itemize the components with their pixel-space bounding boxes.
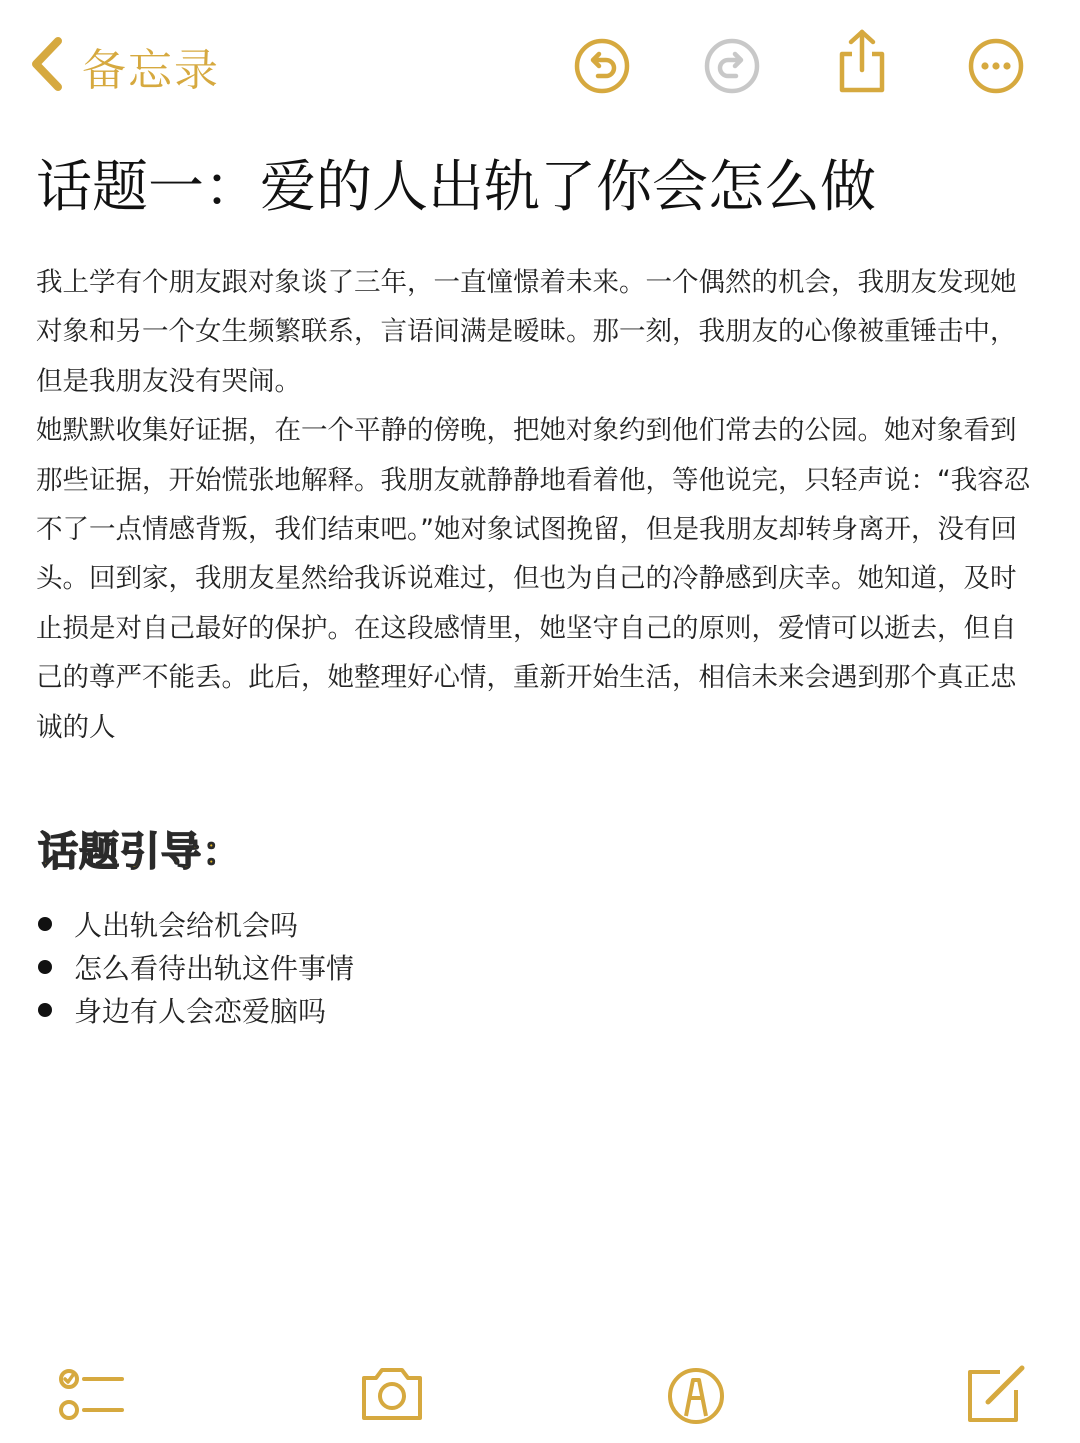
undo-button[interactable] — [572, 36, 632, 96]
camera-icon — [358, 1358, 426, 1426]
checklist-icon — [56, 1358, 124, 1426]
note-paragraph: 我上学有个朋友跟对象谈了三年，一直憧憬着未来。一个偶然的机会，我朋友发现她对象和另一个女生频繁联系，言语间满是暧昧。那一刻，我朋友的心像被重锤击中，但是我朋友没有哭闹。 — [36, 267, 1017, 397]
markup-button[interactable] — [662, 1358, 730, 1426]
markup-pen-icon — [662, 1358, 730, 1426]
redo-icon — [702, 36, 762, 96]
note-body[interactable] — [36, 258, 1036, 752]
share-icon — [832, 28, 892, 96]
compose-button[interactable] — [962, 1358, 1030, 1426]
back-label: 备忘录 — [82, 45, 220, 96]
redo-button[interactable] — [702, 36, 762, 96]
share-button[interactable] — [832, 28, 892, 96]
undo-icon — [572, 36, 632, 96]
note-title[interactable]: 话题一：爱的人出轨了你会怎么做 — [36, 155, 876, 220]
more-icon — [966, 36, 1026, 96]
note-paragraph: 她默默收集好证据，在一个平静的傍晚，把她对象约到他们常去的公园。她对象看到那些证据，开始慌张地解释。我朋友就静静地看着他，等他说完，只轻声说：“我容忍不了一点情感背叛，我们结束吧。”她对象试图挽留，但是我朋友却转身离开，没有回头。回到家，我朋友星然给我诉说难过，但也为自己的冷静感到庆幸。她知道，及时止损是对自己最好的保护。在这段感情里，她坚守自己的原则，爱情可以逝去，但自己的尊严不能丢。此后，她整理好心情，重新开始生活，相信未来会遇到那个真正忠诚的人 — [36, 415, 1031, 743]
bullet-icon — [38, 1003, 52, 1017]
chevron-left-icon — [28, 35, 68, 97]
bottom-toolbar — [0, 1350, 1080, 1430]
back-button[interactable] — [28, 34, 220, 98]
list-item-text: 身边有人会恋爱脑吗 — [74, 994, 327, 1028]
list-item — [36, 902, 354, 945]
checklist-button[interactable] — [56, 1358, 124, 1426]
top-nav-bar — [0, 0, 1080, 130]
camera-button[interactable] — [358, 1358, 426, 1426]
bullet-icon — [38, 960, 52, 974]
bullet-icon — [38, 917, 52, 931]
list-item-text: 人出轨会给机会吗 — [74, 908, 299, 942]
list-item — [36, 945, 354, 988]
compose-icon — [962, 1358, 1030, 1426]
list-item — [36, 988, 354, 1031]
guide-heading: 话题引导： — [38, 829, 243, 875]
more-button[interactable] — [966, 36, 1026, 96]
guide-list — [36, 902, 354, 1031]
list-item-text: 怎么看待出轨这件事情 — [74, 951, 355, 985]
